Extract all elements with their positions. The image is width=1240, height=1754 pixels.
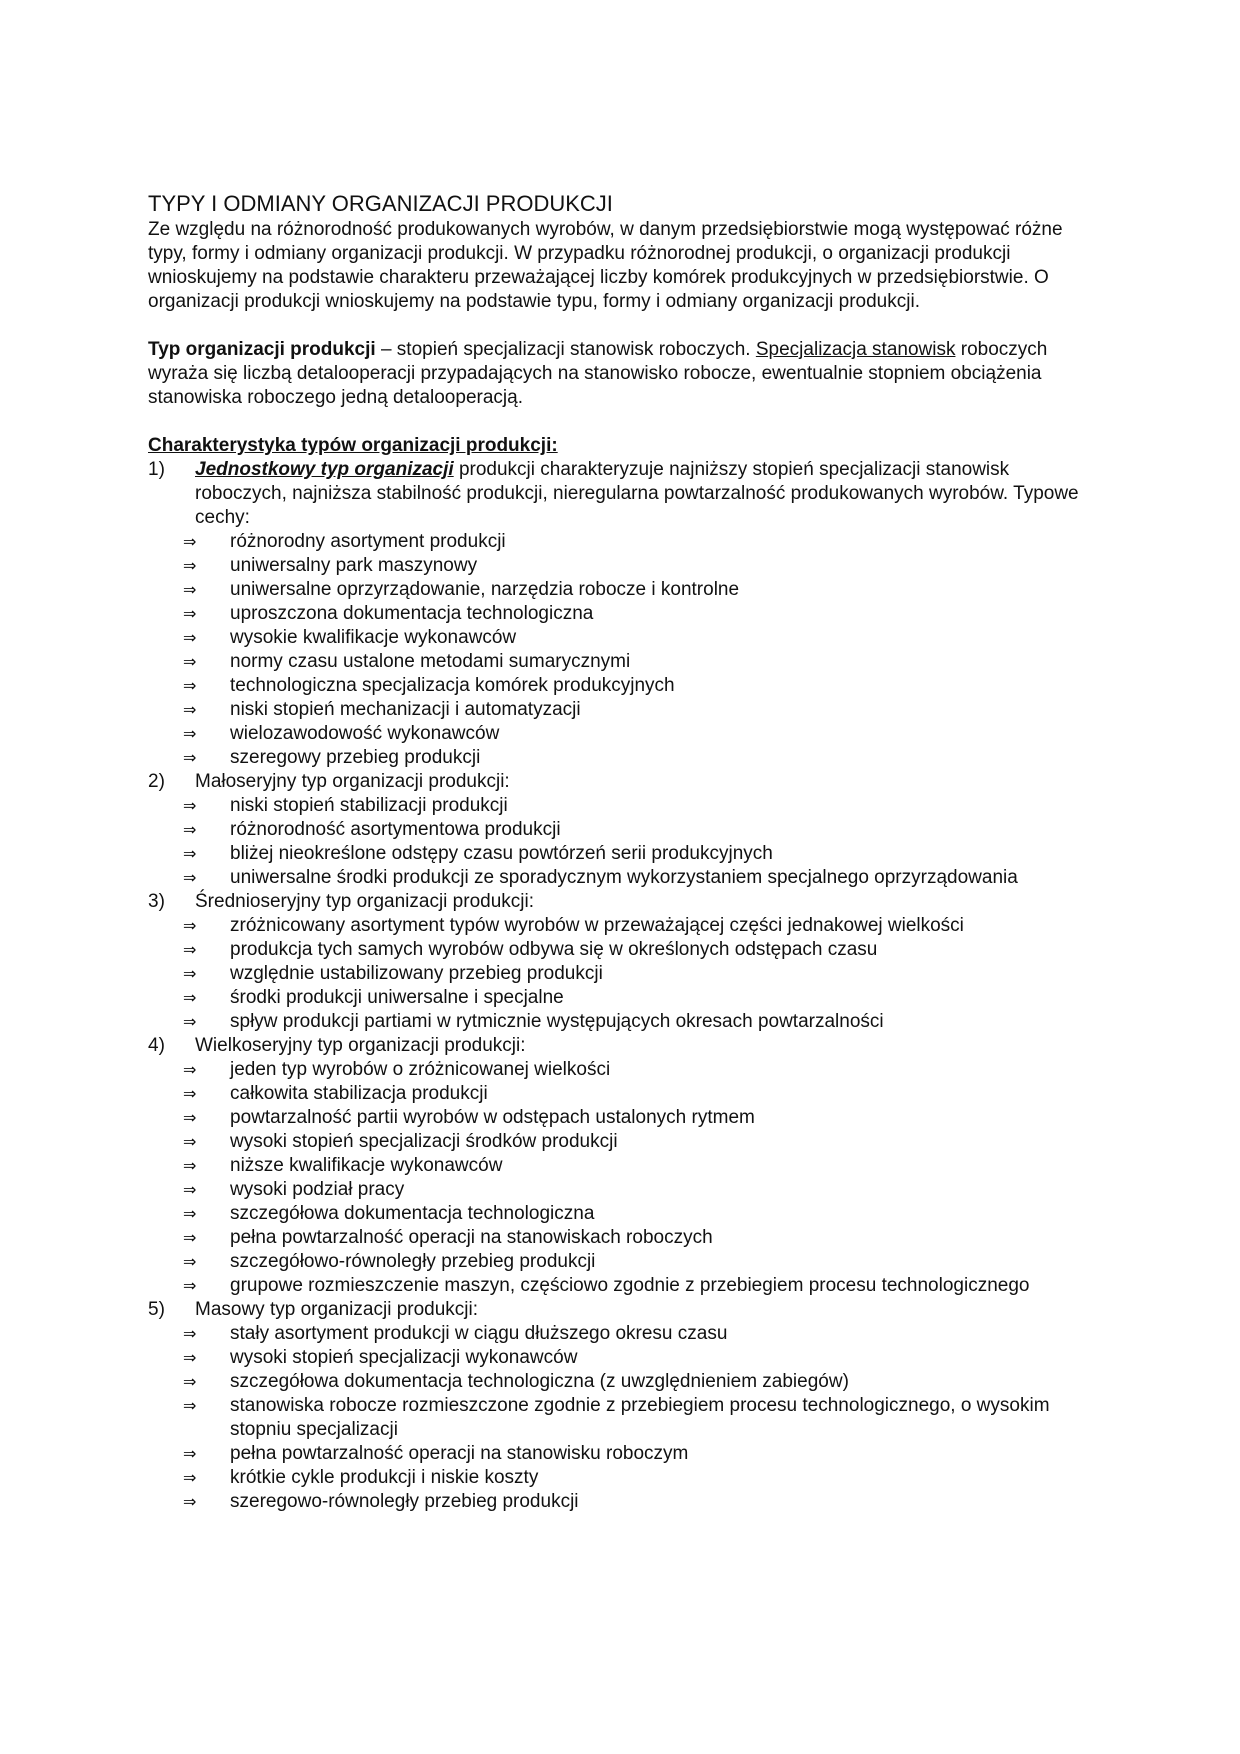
page-title: TYPY I ODMIANY ORGANIZACJI PRODUKCJI — [148, 191, 613, 216]
list-item-text: szeregowo-równoległy przebieg produkcji — [230, 1491, 579, 1512]
list-item — [183, 1178, 1093, 1202]
definition-paragraph — [148, 338, 1093, 410]
list-item-text: krótkie cykle produkcji i niskie koszty — [230, 1467, 539, 1488]
list-item-text: wielozawodowość wykonawców — [230, 723, 500, 744]
list-item-text: szczegółowo-równoległy przebieg produkcji — [230, 1251, 596, 1272]
list-item-text: uproszczona dokumentacja technologiczna — [230, 603, 594, 624]
list-item — [183, 1010, 1093, 1034]
list-item — [183, 1106, 1093, 1130]
arrow-right-icon: ⇒ — [183, 1204, 197, 1223]
type-item — [148, 890, 1093, 1034]
arrow-right-icon: ⇒ — [183, 1372, 197, 1391]
arrow-right-icon: ⇒ — [183, 964, 197, 983]
list-item-text: całkowita stabilizacja produkcji — [230, 1083, 488, 1104]
type-lead-text: Średnioseryjny typ organizacji produkcji: — [195, 891, 534, 912]
type-lead-text: produkcji charakteryzuje najniższy stopień specjalizacji stanowisk roboczych, najniższa stabilność produkcji, nieregularna powtarzalność produkowanych wyrobów. Typowe cechy: — [195, 459, 1079, 528]
list-item-text: grupowe rozmieszczenie maszyn, częściowo zgodnie z przebiegiem procesu technologicznego — [230, 1275, 1030, 1296]
list-item-text: różnorodność asortymentowa produkcji — [230, 819, 561, 840]
arrow-right-icon: ⇒ — [183, 1396, 197, 1415]
list-item — [183, 746, 1093, 770]
list-item — [183, 938, 1093, 962]
type-lead-emphasis: Jednostkowy typ organizacji — [195, 459, 454, 480]
definition-term: Typ organizacji produkcji — [148, 339, 376, 360]
type-item — [148, 1298, 1093, 1514]
list-item — [183, 794, 1093, 818]
list-item-text: niski stopień stabilizacji produkcji — [230, 795, 508, 816]
list-item-text: pełna powtarzalność operacji na stanowisku roboczym — [230, 1443, 689, 1464]
arrow-right-icon: ⇒ — [183, 1228, 197, 1247]
arrow-right-icon: ⇒ — [183, 820, 197, 839]
arrow-right-icon: ⇒ — [183, 1180, 197, 1199]
list-item — [183, 962, 1093, 986]
list-item-text: szczegółowa dokumentacja technologiczna (z uwzględnieniem zabiegów) — [230, 1371, 849, 1392]
list-item-text: pełna powtarzalność operacji na stanowiskach roboczych — [230, 1227, 713, 1248]
list-item — [183, 530, 1093, 554]
list-item-text: środki produkcji uniwersalne i specjalne — [230, 987, 564, 1008]
arrow-right-icon: ⇒ — [183, 748, 197, 767]
definition-text-2: roboczych wyraża się liczbą detalooperacji przypadających na stanowisko robocze, ewentualnie stopniem obciążenia stanowiska roboczego jedną detalooperacją. — [148, 339, 1048, 408]
list-item-text: spływ produkcji partiami w rytmicznie występujących okresach powtarzalności — [230, 1011, 884, 1032]
arrow-right-icon: ⇒ — [183, 580, 197, 599]
arrow-right-icon: ⇒ — [183, 1156, 197, 1175]
intro-paragraph: Ze względu na różnorodność produkowanych wyrobów, w danym przedsiębiorstwie mogą występować różne typy, formy i odmiany organizacji produkcji. W przypadku różnorodnej produkcji, o organizacji produkcji wnioskujemy na podstawie charakteru przeważającej liczby komórek produkcyjnych w przedsiębiorstwie. O organizacji produkcji wnioskujemy na podstawie typu, formy i odmiany organizacji produkcji. — [148, 219, 1063, 312]
list-item-text: szczegółowa dokumentacja technologiczna — [230, 1203, 595, 1224]
types-list — [148, 458, 1093, 1514]
arrow-right-icon: ⇒ — [183, 1084, 197, 1103]
list-item-text: produkcja tych samych wyrobów odbywa się w określonych odstępach czasu — [230, 939, 878, 960]
list-item — [183, 1274, 1093, 1298]
list-item — [183, 1202, 1093, 1226]
list-item — [183, 698, 1093, 722]
arrow-right-icon: ⇒ — [183, 628, 197, 647]
list-item-text: jeden typ wyrobów o zróżnicowanej wielkości — [230, 1059, 611, 1080]
type-lead — [195, 458, 1093, 530]
arrow-right-icon: ⇒ — [183, 1348, 197, 1367]
document-page — [148, 190, 1093, 1514]
arrow-right-icon: ⇒ — [183, 796, 197, 815]
list-item-text: wysokie kwalifikacje wykonawców — [230, 627, 517, 648]
list-item-text: różnorodny asortyment produkcji — [230, 531, 506, 552]
arrow-right-icon: ⇒ — [183, 532, 197, 551]
list-item — [183, 626, 1093, 650]
arrow-right-icon: ⇒ — [183, 1108, 197, 1127]
arrow-right-icon: ⇒ — [183, 1252, 197, 1271]
section-heading: Charakterystyka typów organizacji produkcji: — [148, 435, 558, 456]
list-item — [183, 986, 1093, 1010]
list-item-text: powtarzalność partii wyrobów w odstępach ustalonych rytmem — [230, 1107, 755, 1128]
list-item-text: bliżej nieokreślone odstępy czasu powtórzeń serii produkcyjnych — [230, 843, 773, 864]
arrow-right-icon: ⇒ — [183, 988, 197, 1007]
type-lead — [195, 1298, 1093, 1322]
type-number: 1) — [148, 459, 165, 480]
list-item — [183, 914, 1093, 938]
list-item — [183, 1370, 1093, 1394]
feature-list — [183, 530, 1093, 770]
list-item — [183, 650, 1093, 674]
feature-list — [183, 1058, 1093, 1298]
list-item — [183, 1466, 1093, 1490]
list-item-text: zróżnicowany asortyment typów wyrobów w przeważającej części jednakowej wielkości — [230, 915, 964, 936]
arrow-right-icon: ⇒ — [183, 1132, 197, 1151]
arrow-right-icon: ⇒ — [183, 1492, 197, 1511]
list-item — [183, 1130, 1093, 1154]
list-item-text: wysoki stopień specjalizacji wykonawców — [230, 1347, 578, 1368]
list-item-text: niski stopień mechanizacji i automatyzacji — [230, 699, 581, 720]
list-item-text: względnie ustabilizowany przebieg produkcji — [230, 963, 603, 984]
list-item-text: wysoki podział pracy — [230, 1179, 405, 1200]
type-lead — [195, 1034, 1093, 1058]
list-item — [183, 1442, 1093, 1466]
list-item — [183, 1490, 1093, 1514]
spacer — [148, 314, 1093, 338]
arrow-right-icon: ⇒ — [183, 916, 197, 935]
arrow-right-icon: ⇒ — [183, 1012, 197, 1031]
type-lead-text: Wielkoseryjny typ organizacji produkcji: — [195, 1035, 526, 1056]
list-item-text: uniwersalne oprzyrządowanie, narzędzia robocze i kontrolne — [230, 579, 740, 600]
type-lead — [195, 890, 1093, 914]
type-item — [148, 1034, 1093, 1298]
list-item — [183, 1226, 1093, 1250]
list-item-text: stanowiska robocze rozmieszczone zgodnie z przebiegiem procesu technologicznego, o wysokim stopniu specjalizacji — [230, 1395, 1050, 1440]
list-item — [183, 722, 1093, 746]
type-number: 4) — [148, 1035, 165, 1056]
arrow-right-icon: ⇒ — [183, 700, 197, 719]
arrow-right-icon: ⇒ — [183, 1276, 197, 1295]
type-item — [148, 770, 1093, 890]
arrow-right-icon: ⇒ — [183, 676, 197, 695]
arrow-right-icon: ⇒ — [183, 604, 197, 623]
feature-list — [183, 794, 1093, 890]
list-item-text: normy czasu ustalone metodami sumarycznymi — [230, 651, 631, 672]
arrow-right-icon: ⇒ — [183, 1444, 197, 1463]
list-item-text: stały asortyment produkcji w ciągu dłuższego okresu czasu — [230, 1323, 728, 1344]
arrow-right-icon: ⇒ — [183, 868, 197, 887]
arrow-right-icon: ⇒ — [183, 844, 197, 863]
list-item — [183, 1058, 1093, 1082]
list-item-text: uniwersalne środki produkcji ze sporadycznym wykorzystaniem specjalnego oprzyrządowania — [230, 867, 1018, 888]
spacer — [148, 410, 1093, 434]
list-item — [183, 578, 1093, 602]
list-item — [183, 1322, 1093, 1346]
list-item-text: niższe kwalifikacje wykonawców — [230, 1155, 503, 1176]
type-item — [148, 458, 1093, 770]
list-item — [183, 842, 1093, 866]
type-lead — [195, 770, 1093, 794]
list-item-text: szeregowy przebieg produkcji — [230, 747, 481, 768]
arrow-right-icon: ⇒ — [183, 940, 197, 959]
arrow-right-icon: ⇒ — [183, 556, 197, 575]
list-item — [183, 674, 1093, 698]
list-item-text: uniwersalny park maszynowy — [230, 555, 478, 576]
list-item — [183, 1394, 1093, 1442]
definition-term-2: Specjalizacja stanowisk — [755, 339, 956, 360]
list-item — [183, 1082, 1093, 1106]
list-item-text: wysoki stopień specjalizacji środków produkcji — [230, 1131, 618, 1152]
type-lead-text: Masowy typ organizacji produkcji: — [195, 1299, 479, 1320]
feature-list — [183, 1322, 1093, 1514]
list-item — [183, 1154, 1093, 1178]
feature-list — [183, 914, 1093, 1034]
list-item — [183, 602, 1093, 626]
list-item — [183, 1250, 1093, 1274]
type-number: 5) — [148, 1299, 165, 1320]
list-item — [183, 818, 1093, 842]
arrow-right-icon: ⇒ — [183, 1468, 197, 1487]
definition-text-1: – stopień specjalizacji stanowisk roboczych. — [375, 339, 756, 360]
list-item — [183, 866, 1093, 890]
list-item-text: technologiczna specjalizacja komórek produkcyjnych — [230, 675, 675, 696]
type-lead-text: Małoseryjny typ organizacji produkcji: — [195, 771, 510, 792]
arrow-right-icon: ⇒ — [183, 1060, 197, 1079]
list-item — [183, 1346, 1093, 1370]
type-number: 2) — [148, 771, 165, 792]
arrow-right-icon: ⇒ — [183, 1324, 197, 1343]
list-item — [183, 554, 1093, 578]
arrow-right-icon: ⇒ — [183, 724, 197, 743]
arrow-right-icon: ⇒ — [183, 652, 197, 671]
type-number: 3) — [148, 891, 165, 912]
